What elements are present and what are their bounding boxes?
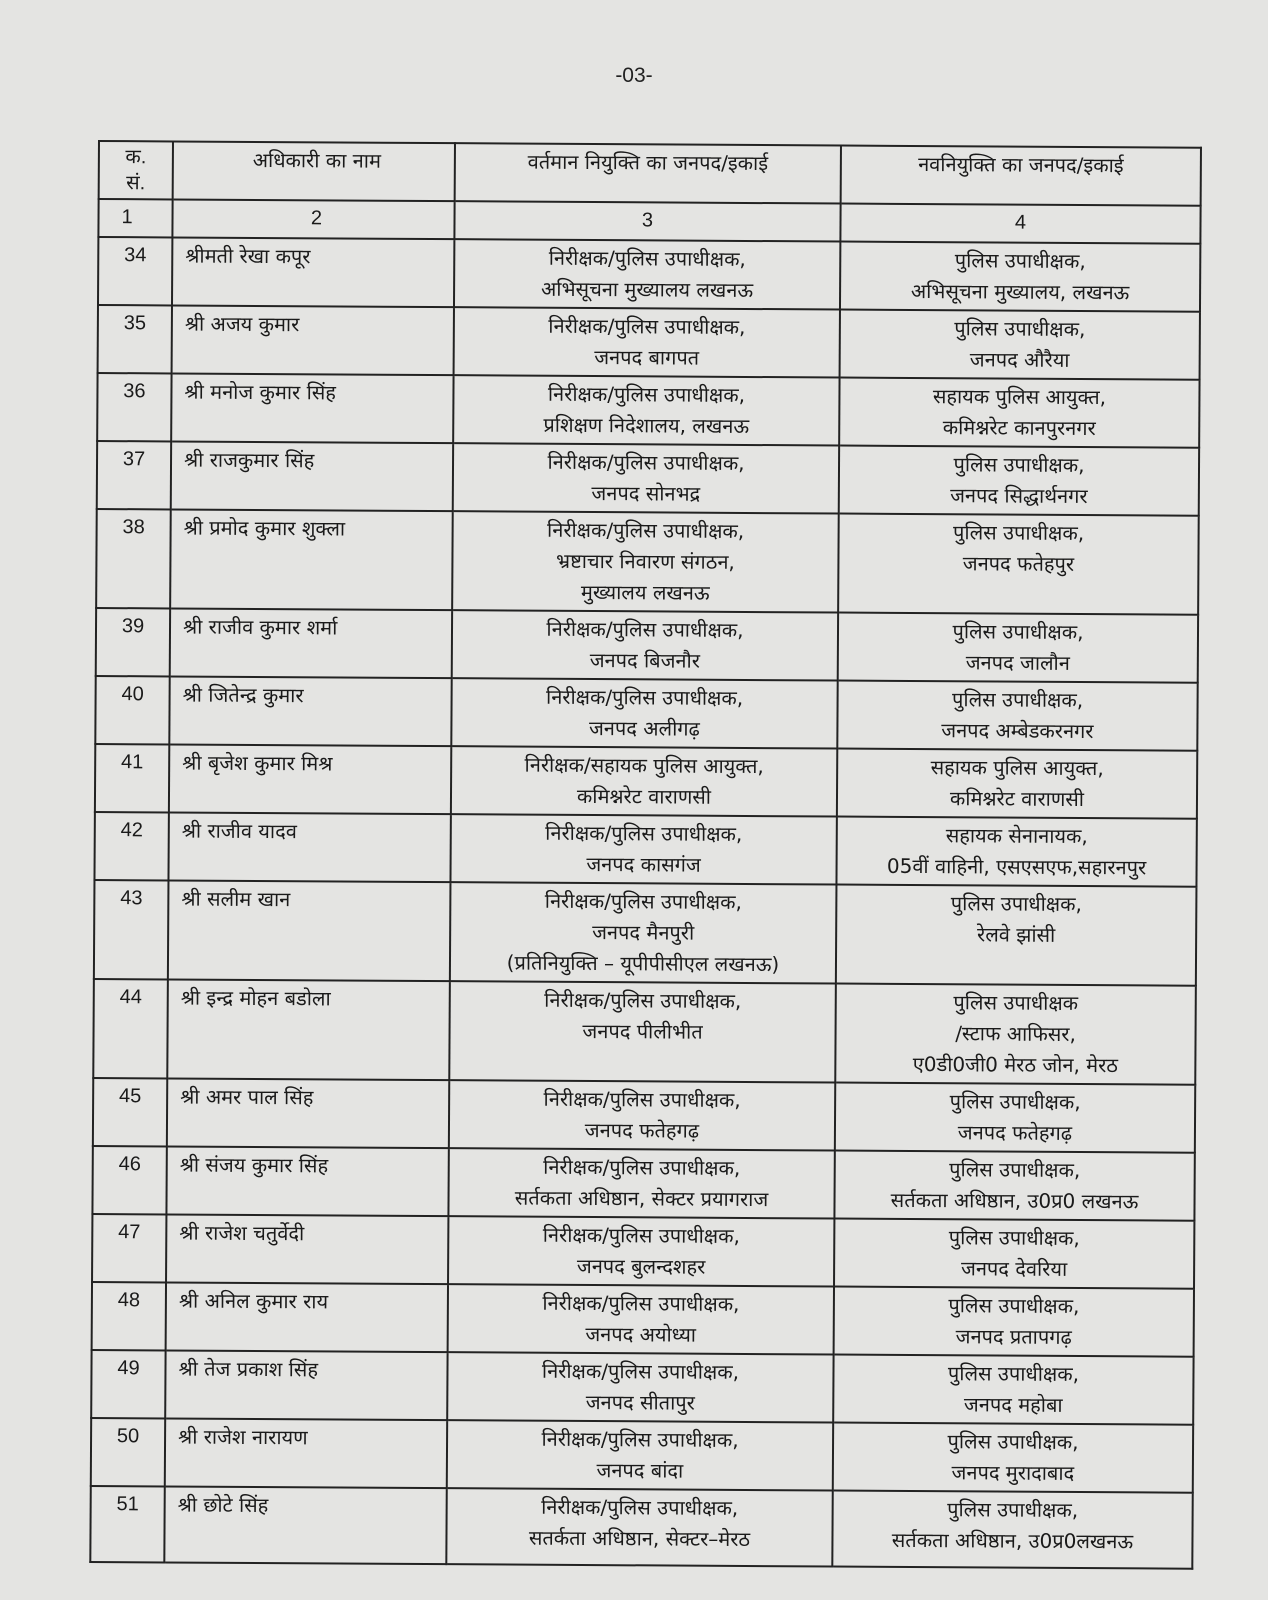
table-row [92, 1146, 1194, 1221]
table-row [94, 880, 1197, 986]
officer-name: श्री इन्द्र मोहन बडोला [167, 979, 450, 1080]
current-posting [446, 1488, 832, 1566]
new-posting-line: पुलिस उपाधीक्षक, [947, 1361, 1080, 1387]
current-posting [452, 610, 838, 680]
new-posting-line: जनपद फतेहगढ़ [957, 1120, 1073, 1145]
current-posting-line: निरीक्षक/पुलिस उपाधीक्षक, [543, 1154, 741, 1180]
serial-number: 50 [91, 1418, 165, 1486]
new-posting [835, 984, 1196, 1085]
serial-number: 40 [95, 676, 169, 744]
new-posting-line: रेलवे झांसी [976, 922, 1056, 947]
table-row [96, 509, 1199, 615]
serial-number: 44 [93, 979, 168, 1078]
new-posting [836, 817, 1196, 887]
new-posting-line: पुलिस उपाधीक्षक, [947, 1497, 1079, 1523]
serial-number: 36 [97, 373, 171, 441]
current-posting-line: निरीक्षक/पुलिस उपाधीक्षक, [546, 616, 744, 642]
table-row [97, 373, 1199, 448]
new-posting-line: ए0डी0जी0 मेरठ जोन, मेरठ [912, 1051, 1119, 1078]
current-posting-line: मुख्यालय लखनऊ [580, 579, 710, 605]
new-posting-line: पुलिस उपाधीक्षक, [952, 619, 1084, 645]
new-posting [838, 514, 1199, 615]
serial-number: 46 [92, 1146, 166, 1214]
current-posting [447, 1420, 833, 1490]
new-posting-line: जनपद महोबा [963, 1392, 1063, 1417]
current-posting-line: निरीक्षक/पुलिस उपाधीक्षक, [545, 684, 744, 710]
table-row [91, 1350, 1193, 1425]
new-posting-line: पुलिस उपाधीक्षक, [948, 1225, 1080, 1251]
new-posting-line: 05वीं वाहिनी, एसएसएफ,सहारनपुर [886, 853, 1147, 880]
current-posting-line: जनपद मैनपुरी [592, 920, 695, 945]
new-posting [837, 681, 1197, 751]
serial-number: 43 [94, 880, 169, 979]
new-posting-line: पुलिस उपाधीक्षक, [949, 1089, 1081, 1115]
officer-name: श्री जितेन्द्र कुमार [169, 676, 451, 746]
current-posting-line: निरीक्षक/पुलिस उपाधीक्षक, [542, 1222, 740, 1248]
new-posting-line: /स्टाफ आफिसर, [955, 1021, 1076, 1046]
current-posting-line: निरीक्षक/पुलिस उपाधीक्षक, [545, 820, 743, 846]
current-posting [451, 746, 837, 816]
current-posting-line: निरीक्षक/पुलिस उपाधीक्षक, [544, 987, 742, 1013]
current-posting-line: निरीक्षक/पुलिस उपाधीक्षक, [541, 1358, 740, 1384]
current-posting-line: निरीक्षक/पुलिस उपाधीक्षक, [547, 381, 746, 407]
current-posting-line: निरीक्षक/पुलिस उपाधीक्षक, [548, 245, 746, 271]
new-posting-line: पुलिस उपाधीक्षक [953, 990, 1079, 1016]
officer-name: श्री तेज प्रकाश सिंह [165, 1350, 447, 1420]
officer-name: श्री अनिल कुमार राय [166, 1282, 448, 1352]
new-posting-line: जनपद जालौन [965, 650, 1070, 675]
serial-number: 47 [92, 1214, 166, 1282]
current-posting [451, 678, 837, 748]
table-row [92, 1282, 1194, 1357]
table-row [98, 237, 1200, 312]
column-number-1: 1 [98, 199, 172, 237]
current-posting-line: जनपद कासगंज [586, 851, 701, 877]
header-serial-number: क. सं. [99, 141, 173, 199]
current-posting-line: (प्रतिनियुक्ति – यूपीपीसीएल लखनऊ) [506, 950, 780, 977]
new-posting-line: पुलिस उपाधीक्षक, [947, 1429, 1079, 1455]
current-posting [453, 375, 839, 445]
current-posting [454, 307, 840, 377]
new-posting [840, 242, 1200, 312]
serial-number: 48 [92, 1282, 166, 1350]
serial-number: 41 [95, 744, 169, 812]
table-row [91, 1418, 1193, 1493]
current-posting-line: कमिश्नरेट वाराणसी [576, 783, 712, 809]
serial-number: 37 [97, 441, 171, 509]
officer-name: श्री अजय कुमार [172, 305, 454, 375]
new-posting [836, 885, 1197, 986]
new-posting-line: जनपद प्रतापगढ़ [955, 1324, 1072, 1349]
officer-name: श्री सलीम खान [168, 880, 451, 981]
serial-number: 49 [91, 1350, 165, 1418]
new-posting-line: जनपद मुरादाबाद [951, 1460, 1075, 1485]
current-posting-line: जनपद बागपत [594, 345, 700, 370]
new-posting [837, 749, 1197, 819]
new-posting [839, 446, 1199, 516]
current-posting-line: जनपद अलीगढ़ [588, 716, 700, 741]
new-posting-line: सहायक पुलिस आयुक्त, [932, 384, 1107, 410]
serial-number: 35 [98, 305, 172, 373]
current-posting-line: सर्तकता अधिष्ठान, सेक्टर प्रयागराज [514, 1185, 769, 1212]
new-posting-line: पुलिस उपाधीक्षक, [954, 248, 1086, 274]
new-posting [840, 310, 1200, 380]
new-posting [833, 1423, 1193, 1493]
current-posting-line: अभिसूचना मुख्यालय लखनऊ [540, 276, 754, 303]
current-posting-line: जनपद फतेहगढ़ [584, 1117, 700, 1143]
new-posting-line: पुलिस उपाधीक्षक, [950, 891, 1082, 917]
new-posting [834, 1219, 1194, 1289]
column-number-4: 4 [840, 204, 1200, 244]
current-posting-line: निरीक्षक/पुलिस उपाधीक्षक, [544, 888, 742, 914]
table-row [93, 979, 1196, 1085]
current-posting [450, 814, 836, 884]
header-new-posting: नवनियुक्ति का जनपद/इकाई [841, 146, 1201, 206]
column-number-2: 2 [172, 199, 454, 239]
new-posting-line: जनपद फतेहपुर [962, 551, 1075, 576]
current-posting-line: प्रशिक्षण निदेशालय, लखनऊ [543, 412, 750, 438]
new-posting [839, 378, 1199, 448]
current-posting-line: जनपद बुलन्दशहर [576, 1253, 706, 1279]
serial-number: 34 [98, 237, 172, 305]
new-posting-line: कमिश्नरेट कानपुरनगर [942, 415, 1096, 441]
new-posting [834, 1287, 1194, 1357]
new-posting-line: सहायक पुलिस आयुक्त, [930, 755, 1104, 781]
current-posting-line: जनपद अयोध्या [585, 1321, 697, 1347]
new-posting-line: कमिश्नरेट वाराणसी [949, 786, 1085, 812]
current-posting [448, 1148, 834, 1218]
table-row [92, 1214, 1194, 1289]
new-posting [833, 1355, 1193, 1425]
current-posting [448, 1216, 834, 1286]
new-posting-line: पुलिस उपाधीक्षक, [948, 1293, 1080, 1319]
current-posting-line: सतर्कता अधिष्ठान, सेक्टर–मेरठ [528, 1525, 751, 1552]
officer-name: श्री राजेश चतुर्वेदी [166, 1214, 448, 1284]
new-posting-line: पुलिस उपाधीक्षक, [952, 687, 1084, 713]
current-posting-line: निरीक्षक/पुलिस उपाधीक्षक, [542, 1290, 740, 1316]
current-posting [449, 981, 836, 1082]
new-posting-line: जनपद देवरिया [960, 1256, 1068, 1281]
transfer-table [89, 140, 1202, 1570]
new-posting-line: जनपद औरैया [969, 347, 1070, 372]
current-posting [453, 443, 839, 513]
table-row [94, 812, 1196, 887]
officer-name: श्री छोटे सिंह [164, 1486, 446, 1564]
header-row [99, 141, 1201, 206]
new-posting-line: सर्तकता अधिष्ठान, उ0प्र0 लखनऊ [890, 1187, 1139, 1214]
new-posting-line: सहायक सेनानायक, [945, 823, 1088, 849]
new-posting-line: पुलिस उपाधीक्षक, [953, 520, 1085, 546]
column-number-3: 3 [454, 201, 840, 241]
serial-number: 51 [90, 1486, 164, 1562]
new-posting [835, 1083, 1195, 1153]
current-posting-line: जनपद बिजनौर [589, 648, 700, 673]
officer-name: श्री मनोज कुमार सिंह [171, 373, 453, 443]
officer-name: श्री बृजेश कुमार मिश्र [169, 744, 451, 814]
current-posting [448, 1284, 834, 1354]
current-posting [454, 239, 840, 309]
current-posting-line: जनपद सीतापुर [585, 1390, 695, 1415]
new-posting-line: पुलिस उपाधीक्षक, [949, 1157, 1081, 1183]
officer-name: श्री राजकुमार सिंह [171, 441, 453, 511]
current-posting-line: निरीक्षक/पुलिस उपाधीक्षक, [547, 517, 745, 543]
current-posting-line: निरीक्षक/पुलिस उपाधीक्षक, [543, 1086, 741, 1112]
serial-number: 39 [96, 608, 170, 676]
officer-name: श्री अमर पाल सिंह [167, 1078, 449, 1148]
header-officer-name: अधिकारी का नाम [173, 141, 455, 201]
table-row [97, 441, 1199, 516]
officer-name: श्री संजय कुमार सिंह [166, 1146, 448, 1216]
new-posting [832, 1491, 1192, 1569]
current-posting-line: जनपद बांदा [596, 1458, 684, 1483]
current-posting-line: भ्रष्टाचार निवारण संगठन, [555, 548, 735, 574]
serial-number: 45 [93, 1078, 167, 1146]
current-posting-line: निरीक्षक/पुलिस उपाधीक्षक, [547, 449, 745, 475]
current-posting-line: जनपद पीलीभीत [582, 1018, 703, 1044]
current-posting-line: जनपद सोनभद्र [591, 481, 701, 506]
officer-name: श्री राजीव यादव [168, 812, 450, 882]
current-posting [452, 511, 839, 612]
serial-number: 38 [96, 509, 171, 608]
new-posting-line: अभिसूचना मुख्यालय, लखनऊ [910, 278, 1130, 305]
officer-name: श्री राजीव कुमार शर्मा [170, 608, 452, 678]
serial-number: 42 [94, 812, 168, 880]
header-current-posting: वर्तमान नियुक्ति का जनपद/इकाई [455, 143, 841, 203]
current-posting [450, 882, 837, 983]
table-row [96, 608, 1198, 683]
table-row [95, 676, 1197, 751]
current-posting-line: निरीक्षक/पुलिस उपाधीक्षक, [541, 1426, 739, 1452]
table-row [93, 1078, 1195, 1153]
new-posting [834, 1151, 1194, 1221]
current-posting [449, 1080, 835, 1150]
officer-name: श्री राजेश नारायण [165, 1418, 447, 1488]
new-posting [838, 613, 1198, 683]
new-posting-line: जनपद सिद्धार्थनगर [950, 483, 1088, 509]
current-posting-line: निरीक्षक/सहायक पुलिस आयुक्त, [524, 752, 764, 779]
table-body [90, 237, 1200, 1569]
new-posting-line: पुलिस उपाधीक्षक, [954, 316, 1086, 342]
new-posting-line: सर्तकता अधिष्ठान, उ0प्र0लखनऊ [891, 1527, 1134, 1554]
current-posting-line: निरीक्षक/पुलिस उपाधीक्षक, [541, 1494, 739, 1520]
table-row [98, 305, 1200, 380]
new-posting-line: जनपद अम्बेडकरनगर [941, 718, 1094, 744]
table-row [90, 1486, 1192, 1569]
officer-name: श्रीमती रेखा कपूर [172, 237, 454, 307]
new-posting-line: पुलिस उपाधीक्षक, [953, 452, 1085, 478]
current-posting-line: निरीक्षक/पुलिस उपाधीक्षक, [548, 313, 746, 339]
current-posting [447, 1352, 833, 1422]
table-row [95, 744, 1197, 819]
page-number: -03- [615, 64, 653, 87]
officer-name: श्री प्रमोद कुमार शुक्ला [170, 509, 453, 610]
